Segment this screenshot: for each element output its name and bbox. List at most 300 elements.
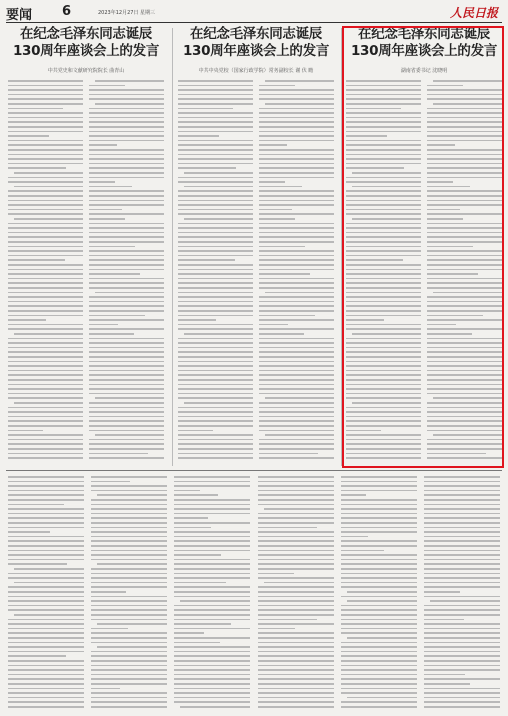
text-line [8, 94, 83, 96]
text-line [89, 227, 164, 229]
text-line [341, 646, 417, 648]
text-line [265, 103, 334, 105]
text-line [8, 425, 83, 427]
text-line [174, 563, 250, 565]
text-line [258, 683, 334, 685]
text-line [347, 600, 417, 602]
text-line [259, 241, 334, 243]
text-line [424, 517, 500, 519]
text-line [424, 614, 500, 616]
article-byline: 湖南省委书记 沈晓明 [400, 68, 448, 74]
text-line [174, 531, 250, 533]
text-line [95, 80, 164, 82]
text-line [89, 282, 164, 284]
text-line [91, 536, 167, 538]
text-line [174, 490, 200, 492]
text-line [89, 255, 164, 257]
text-line [8, 591, 84, 593]
text-line [89, 246, 135, 248]
text-line [8, 158, 83, 160]
text-line [8, 683, 84, 685]
text-line [8, 108, 63, 110]
text-line [180, 600, 250, 602]
text-line [89, 361, 164, 363]
text-column [259, 80, 334, 460]
text-line [341, 665, 417, 667]
text-line [89, 144, 117, 146]
text-line [8, 351, 83, 353]
text-line [258, 669, 334, 671]
text-line [258, 628, 296, 630]
text-line [8, 324, 83, 326]
text-line [259, 282, 334, 284]
text-line [8, 305, 83, 307]
text-line [347, 591, 417, 593]
text-line [174, 660, 250, 662]
text-line [178, 278, 253, 280]
text-line [8, 448, 83, 450]
text-line [89, 269, 164, 271]
text-line [341, 499, 417, 501]
text-line [178, 232, 253, 234]
text-line [91, 582, 167, 584]
text-line [8, 623, 84, 625]
text-line [424, 527, 500, 529]
text-line [89, 172, 164, 174]
text-line [341, 655, 417, 657]
text-line [178, 250, 253, 252]
text-line [8, 674, 84, 676]
text-line [8, 126, 83, 128]
text-line [8, 481, 84, 483]
text-line [259, 177, 334, 179]
text-line [178, 121, 253, 123]
text-line [8, 416, 83, 418]
text-line [89, 200, 164, 202]
text-line [8, 554, 84, 556]
text-line [178, 310, 253, 312]
text-line [91, 591, 126, 593]
text-line [91, 651, 167, 653]
text-line [174, 494, 217, 496]
text-line [341, 701, 417, 703]
text-line [180, 706, 250, 708]
text-line [91, 688, 120, 690]
text-line [258, 596, 334, 598]
text-line [341, 494, 366, 496]
text-line [8, 131, 83, 133]
text-line [430, 600, 500, 602]
text-line [178, 98, 253, 100]
text-line [89, 402, 164, 404]
text-line [258, 536, 334, 538]
text-line [8, 669, 84, 671]
text-line [89, 108, 164, 110]
article-highlight-box [342, 26, 504, 468]
text-line [174, 508, 250, 510]
text-line [178, 108, 233, 110]
text-line [8, 223, 83, 225]
text-line [91, 540, 167, 542]
text-line [14, 172, 83, 174]
text-line [178, 374, 253, 376]
text-line [259, 85, 295, 87]
text-line [259, 163, 334, 165]
text-line [424, 522, 500, 524]
text-line [174, 481, 250, 483]
text-line [8, 485, 84, 487]
text-line [424, 568, 500, 570]
article-title: 在纪念毛泽东同志诞辰 130周年座谈会上的发言 [12, 26, 160, 59]
text-line [259, 204, 334, 206]
text-line [259, 131, 334, 133]
text-line [8, 388, 83, 390]
text-line [91, 605, 167, 607]
text-line [341, 674, 417, 676]
text-line [258, 545, 334, 547]
text-line [259, 213, 334, 215]
text-line [424, 563, 500, 565]
text-line [258, 637, 334, 639]
text-line [8, 181, 83, 183]
text-line [8, 660, 84, 662]
text-line [178, 264, 253, 266]
text-line [259, 246, 305, 248]
text-line [178, 416, 253, 418]
text-line [178, 448, 253, 450]
text-line [178, 204, 253, 206]
text-line [178, 154, 253, 156]
text-line [89, 443, 164, 445]
text-line [259, 278, 334, 280]
text-line [259, 259, 334, 261]
text-line [89, 117, 164, 119]
text-line [91, 701, 167, 703]
text-line [424, 494, 500, 496]
text-line [89, 374, 164, 376]
text-line [174, 550, 250, 552]
text-line [258, 504, 334, 506]
page-number: 6 [62, 4, 72, 19]
text-line [91, 678, 167, 680]
text-line [14, 614, 84, 616]
text-line [424, 655, 500, 657]
text-line [259, 430, 334, 432]
text-line [89, 457, 164, 459]
text-line [91, 504, 167, 506]
text-line [174, 536, 250, 538]
text-line [8, 706, 84, 708]
text-line [258, 568, 334, 570]
text-line [178, 94, 253, 96]
text-line [178, 149, 253, 151]
text-line [91, 655, 167, 657]
text-line [174, 540, 250, 542]
text-line [89, 448, 164, 450]
text-line [341, 573, 417, 575]
text-line [259, 236, 334, 238]
text-line [259, 200, 334, 202]
text-line [178, 140, 253, 142]
text-line [8, 292, 83, 294]
text-line [259, 315, 315, 317]
text-line [424, 504, 500, 506]
text-line [8, 504, 64, 506]
text-line [8, 655, 66, 657]
text-line [178, 434, 253, 436]
text-line [174, 559, 250, 561]
text-line [259, 172, 334, 174]
text-line [259, 324, 288, 326]
text-line [259, 158, 334, 160]
text-line [178, 131, 253, 133]
text-line [8, 227, 83, 229]
text-line [8, 527, 84, 529]
text-line [89, 315, 145, 317]
text-line [341, 619, 417, 621]
text-line [8, 342, 83, 344]
text-line [259, 94, 334, 96]
text-line [91, 674, 167, 676]
text-line [424, 646, 500, 648]
text-line [14, 568, 84, 570]
text-line [178, 356, 253, 358]
text-line [89, 342, 164, 344]
text-line [178, 361, 253, 363]
text-line [89, 388, 164, 390]
text-line [89, 149, 164, 151]
text-line [89, 347, 164, 349]
text-line [178, 287, 253, 289]
text-line [264, 582, 334, 584]
text-line [8, 103, 83, 105]
text-line [258, 706, 334, 708]
text-line [341, 513, 417, 515]
text-line [8, 393, 83, 395]
text-line [89, 319, 164, 321]
article-title: 在纪念毛泽东同志诞辰 130周年座谈会上的发言 [182, 26, 330, 59]
text-line [89, 356, 164, 358]
text-line [8, 282, 83, 284]
text-line [259, 218, 295, 220]
text-line [8, 315, 83, 317]
text-line [424, 701, 500, 703]
text-line [8, 637, 84, 639]
text-line [8, 190, 83, 192]
text-line [424, 697, 500, 699]
section-name: 要闻 [6, 8, 33, 23]
text-line [424, 485, 500, 487]
text-line [178, 397, 253, 399]
text-line [8, 540, 84, 542]
text-line [178, 163, 253, 165]
text-line [8, 149, 83, 151]
text-line [174, 596, 250, 598]
text-line [258, 655, 334, 657]
text-line [8, 397, 83, 399]
text-line [89, 232, 164, 234]
text-line [8, 430, 43, 432]
text-line [178, 255, 253, 257]
text-line [258, 485, 334, 487]
text-line [259, 420, 334, 422]
text-line [8, 338, 83, 340]
text-line [178, 439, 253, 441]
text-line [91, 596, 167, 598]
text-line [258, 476, 334, 478]
text-line [91, 609, 167, 611]
text-line [184, 402, 253, 404]
text-line [8, 89, 83, 91]
text-line [341, 678, 417, 680]
text-line [341, 517, 417, 519]
text-line [341, 642, 417, 644]
text-line [424, 591, 460, 593]
text-line [424, 508, 500, 510]
text-line [178, 443, 253, 445]
article-body [178, 80, 334, 460]
text-line [259, 384, 334, 386]
text-line [174, 665, 250, 667]
column-divider [172, 28, 173, 466]
text-line [184, 172, 253, 174]
text-line [424, 559, 500, 561]
text-line [8, 310, 83, 312]
text-line [174, 655, 250, 657]
text-line [178, 319, 216, 321]
text-line [424, 481, 500, 483]
text-line [8, 651, 84, 653]
text-line [8, 508, 84, 510]
text-line [89, 181, 115, 183]
text-line [8, 278, 83, 280]
text-line [259, 296, 334, 298]
text-line [259, 457, 334, 459]
text-line [258, 586, 334, 588]
text-line [424, 665, 500, 667]
text-line [91, 499, 167, 501]
text-line [174, 674, 250, 676]
text-line [174, 582, 226, 584]
text-line [178, 273, 253, 275]
text-line [8, 600, 84, 602]
text-line [178, 259, 235, 261]
text-line [265, 292, 334, 294]
text-line [178, 425, 253, 427]
text-line [8, 632, 84, 634]
text-line [91, 619, 167, 621]
text-line [341, 559, 417, 561]
text-line [8, 80, 83, 82]
article-byline: 中共党史和文献研究院院长 曲青山 [47, 68, 125, 74]
text-line [258, 490, 334, 492]
text-line [259, 209, 292, 211]
text-line [258, 550, 334, 552]
text-line [8, 98, 83, 100]
text-line [8, 494, 84, 496]
text-line [178, 453, 253, 455]
text-line [258, 614, 334, 616]
text-line [91, 481, 130, 483]
article-1[interactable] [6, 26, 166, 466]
text-line [174, 522, 250, 524]
text-column [424, 476, 500, 710]
text-line [341, 481, 417, 483]
text-line [259, 255, 334, 257]
text-line [8, 301, 83, 303]
text-line [259, 338, 334, 340]
text-line [178, 181, 253, 183]
text-line [89, 310, 164, 312]
text-line [8, 642, 84, 644]
text-line [178, 282, 253, 284]
text-line [89, 135, 164, 137]
text-line [265, 80, 334, 82]
text-line [89, 370, 164, 372]
text-line [424, 582, 500, 584]
text-line [258, 559, 334, 561]
text-line [91, 545, 167, 547]
page-header [6, 4, 502, 23]
text-line [258, 651, 334, 653]
text-line [8, 457, 83, 459]
text-line [174, 614, 250, 616]
text-line [97, 646, 167, 648]
text-line [91, 522, 167, 524]
text-line [265, 397, 334, 399]
text-line [89, 223, 164, 225]
text-line [91, 531, 167, 533]
text-line [424, 577, 500, 579]
text-line [174, 517, 207, 519]
text-line [8, 665, 84, 667]
text-line [341, 692, 417, 694]
text-line [97, 623, 167, 625]
text-line [89, 416, 164, 418]
text-line [258, 674, 334, 676]
text-line [89, 131, 164, 133]
text-line [91, 683, 167, 685]
text-line [91, 660, 167, 662]
text-line [8, 370, 83, 372]
text-line [91, 642, 167, 644]
text-line [259, 374, 334, 376]
text-line [424, 660, 500, 662]
text-line [91, 697, 167, 699]
text-line [347, 697, 417, 699]
article-2[interactable] [176, 26, 336, 466]
text-line [8, 577, 84, 579]
text-line [91, 485, 167, 487]
text-line [424, 619, 464, 621]
text-line [91, 600, 167, 602]
text-line [89, 94, 164, 96]
text-line [178, 177, 253, 179]
text-line [174, 637, 250, 639]
text-line [178, 158, 253, 160]
text-line [97, 494, 167, 496]
text-line [258, 701, 334, 703]
text-line [89, 425, 164, 427]
text-line [8, 356, 83, 358]
text-line [424, 632, 500, 634]
text-line [8, 517, 84, 519]
text-line [178, 379, 253, 381]
text-line [178, 117, 253, 119]
text-line [8, 140, 83, 142]
text-line [341, 609, 417, 611]
text-line [184, 333, 253, 335]
